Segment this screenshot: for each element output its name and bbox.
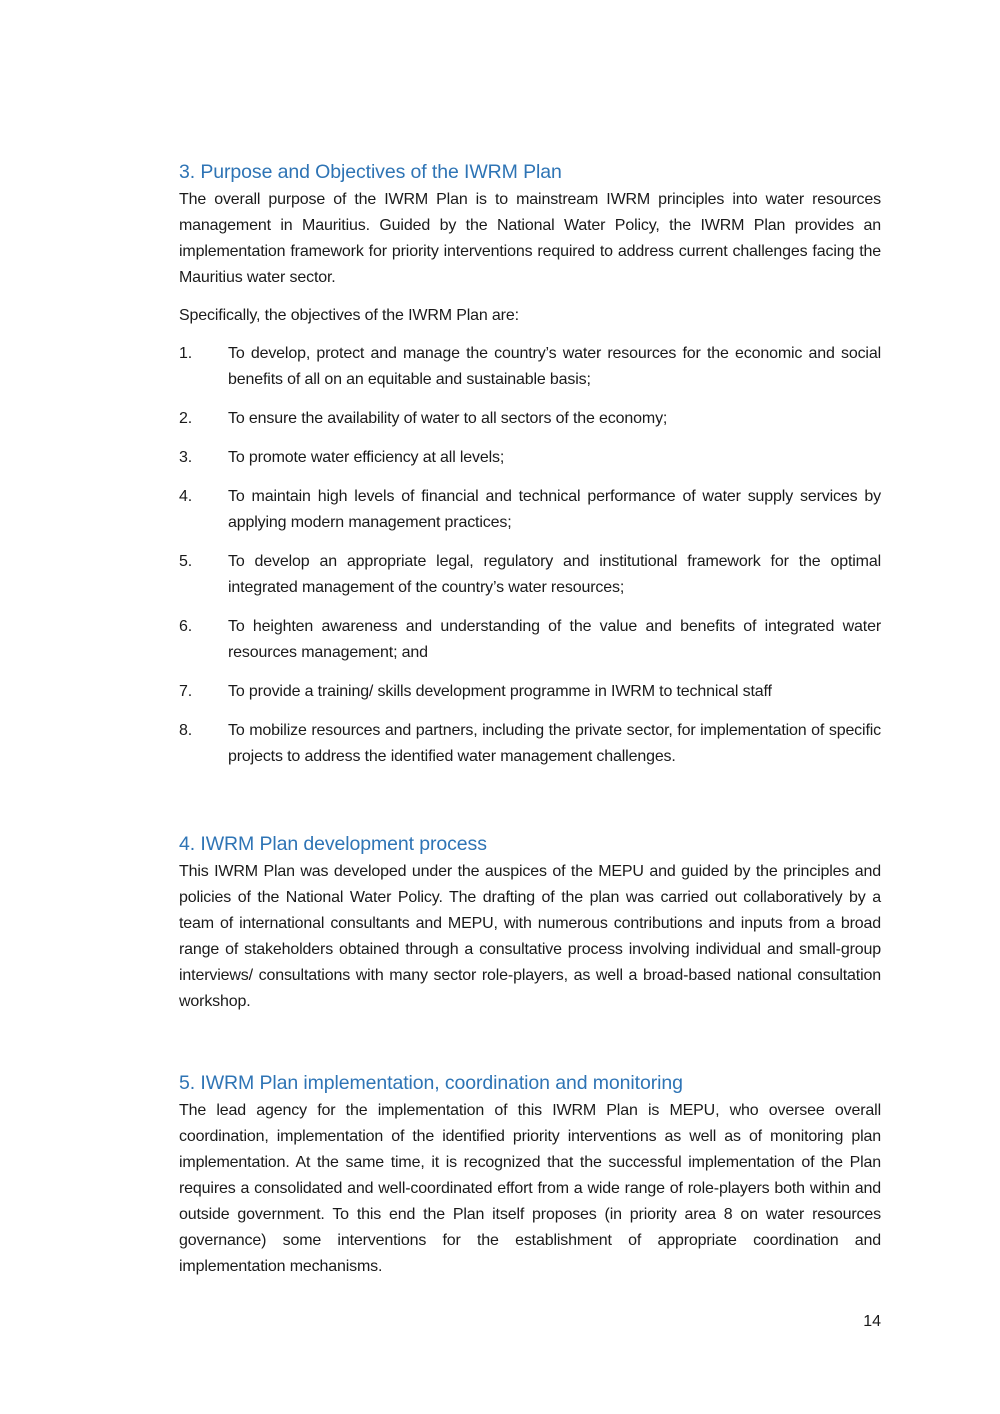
body-paragraph: This IWRM Plan was developed under the auspices of the MEPU and guided by the principles and policies of the National Water Policy. The drafting of the plan was carried out collaboratively by a team of international consultants and MEPU, with numerous contributions and inputs from a broad range of stakeholders obtained through a consultative process involving individual and small-group interviews/ consultations with many sector role-players, as well a broad-based national consultation workshop. xyxy=(179,863,881,1010)
list-item-text: To promote water efficiency at all levels; xyxy=(228,449,505,466)
list-item-text: To develop, protect and manage the country’s water resources for the economic and social benefits of all on an equitable and sustainable basis; xyxy=(228,345,881,388)
list-item-number: 6. xyxy=(179,618,193,635)
section-implementation-coordination xyxy=(179,1070,881,1280)
list-item-number: 5. xyxy=(179,553,193,570)
list-item-number: 3. xyxy=(179,449,193,466)
list-item-text: To heighten awareness and understanding of the value and benefits of integrated water resources management; and xyxy=(228,618,881,661)
list-item xyxy=(179,445,881,471)
list-item-number: 2. xyxy=(179,410,193,427)
section-development-process xyxy=(179,831,881,1015)
body-paragraph: The overall purpose of the IWRM Plan is to mainstream IWRM principles into water resources management in Mauritius. Guided by the National Water Policy, the IWRM Plan provides an implementation framework for priority interventions required to address current challenges facing the Mauritius water sector. xyxy=(179,191,881,286)
section-purpose-objectives xyxy=(179,159,881,783)
list-item xyxy=(179,679,881,705)
section-heading: 5. IWRM Plan implementation, coordination and monitoring xyxy=(179,1072,683,1094)
objectives-list xyxy=(179,341,881,770)
list-item-text: To develop an appropriate legal, regulatory and institutional framework for the optimal integrated management of the country’s water resources; xyxy=(228,553,881,596)
body-paragraph: The lead agency for the implementation of this IWRM Plan is MEPU, who oversee overall coordination, implementation of the identified priority interventions as well as of monitoring plan implementation. At the same time, it is recognized that the successful implementation of the Plan requires a consolidated and well-coordinated effort from a wide range of role-players both within and outside government. To this end the Plan itself proposes (in priority area 8 on water resources governance) some interventions for the establishment of appropriate coordination and implementation mechanisms. xyxy=(179,1102,881,1275)
list-item-text: To maintain high levels of financial and technical performance of water supply services by applying modern management practices; xyxy=(228,488,881,531)
list-item-text: To provide a training/ skills development programme in IWRM to technical staff xyxy=(228,683,772,700)
page-number: 14 xyxy=(863,1313,881,1330)
list-item-text: To mobilize resources and partners, including the private sector, for implementation of specific projects to address the identified water management challenges. xyxy=(228,722,881,765)
list-item xyxy=(179,549,881,601)
objectives-intro: Specifically, the objectives of the IWRM Plan are: xyxy=(179,307,519,324)
list-item-text: To ensure the availability of water to all sectors of the economy; xyxy=(228,410,668,427)
list-item xyxy=(179,406,881,432)
list-item-number: 1. xyxy=(179,345,193,362)
list-item xyxy=(179,484,881,536)
list-item-number: 4. xyxy=(179,488,193,505)
list-item xyxy=(179,718,881,770)
section-heading: 3. Purpose and Objectives of the IWRM Plan xyxy=(179,161,562,183)
list-item xyxy=(179,614,881,666)
list-item-number: 7. xyxy=(179,683,193,700)
list-item-number: 8. xyxy=(179,722,193,739)
list-item xyxy=(179,341,881,393)
section-heading: 4. IWRM Plan development process xyxy=(179,833,487,855)
